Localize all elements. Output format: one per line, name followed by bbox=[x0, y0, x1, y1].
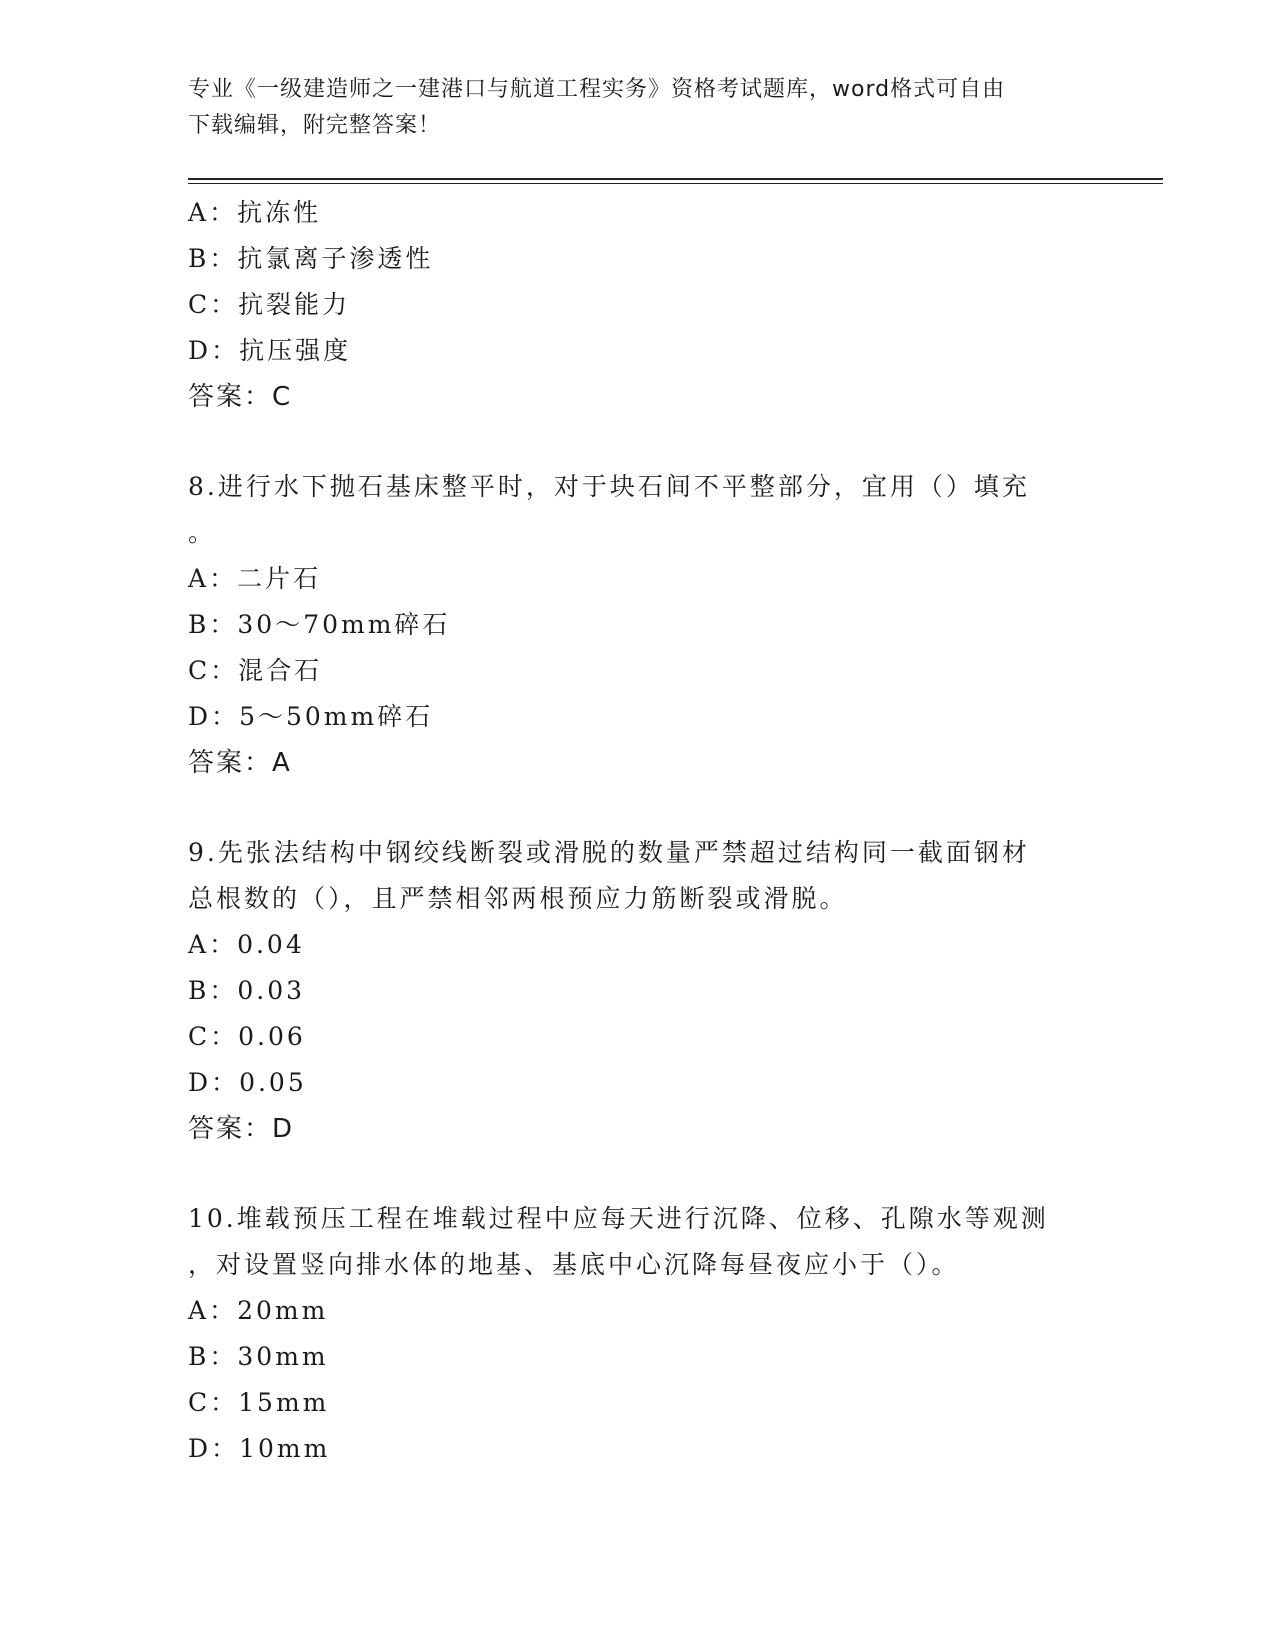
option-text: 30～70mm碎石 bbox=[237, 610, 451, 639]
option-letter: A bbox=[188, 198, 210, 227]
question-stem-line-1: 8.进行水下抛石基床整平时，对于块石间不平整部分，宜用（）填充 bbox=[188, 472, 1030, 501]
option-letter: D bbox=[188, 1434, 212, 1463]
option-c bbox=[188, 1014, 1088, 1060]
header-line-1: 专业《一级建造师之一建港口与航道工程实务》资格考试题库，word格式可自由 bbox=[188, 77, 1006, 102]
option-letter: A bbox=[188, 930, 210, 959]
option-letter: A bbox=[188, 1296, 210, 1325]
option-separator: ： bbox=[209, 610, 238, 639]
option-text: 15mm bbox=[238, 1388, 330, 1417]
option-letter: A bbox=[188, 564, 210, 593]
option-text: 0.03 bbox=[237, 976, 306, 1005]
option-d bbox=[188, 1426, 1088, 1472]
option-a bbox=[188, 190, 1088, 236]
question-spacer bbox=[188, 786, 1088, 830]
option-text: 20mm bbox=[237, 1296, 329, 1325]
option-separator: ： bbox=[209, 564, 238, 593]
question-stem-line-2: 。 bbox=[188, 518, 217, 547]
option-letter: B bbox=[188, 244, 210, 273]
option-separator: ： bbox=[209, 244, 238, 273]
option-letter: B bbox=[188, 610, 210, 639]
option-b bbox=[188, 1334, 1088, 1380]
option-text: 抗裂能力 bbox=[238, 290, 351, 319]
question-10 bbox=[188, 1196, 1088, 1472]
option-d bbox=[188, 1060, 1088, 1106]
option-text: 5～50mm碎石 bbox=[239, 702, 434, 731]
question-9 bbox=[188, 830, 1088, 1152]
option-separator: ： bbox=[209, 976, 238, 1005]
option-separator: ： bbox=[209, 1342, 238, 1371]
question-list bbox=[188, 190, 1088, 1472]
option-letter: D bbox=[188, 1068, 212, 1097]
option-text: 0.05 bbox=[239, 1068, 307, 1097]
option-letter: C bbox=[188, 656, 211, 685]
option-separator: ： bbox=[211, 702, 240, 731]
option-text: 30mm bbox=[237, 1342, 329, 1371]
question-7 bbox=[188, 190, 1088, 420]
option-a bbox=[188, 556, 1088, 602]
option-a bbox=[188, 1288, 1088, 1334]
question-spacer bbox=[188, 420, 1088, 464]
option-d bbox=[188, 694, 1088, 740]
option-separator: ： bbox=[210, 1022, 239, 1051]
option-d bbox=[188, 328, 1088, 374]
header-divider-thick bbox=[188, 178, 1163, 180]
option-separator: ： bbox=[210, 290, 239, 319]
answer-line: 答案：C bbox=[188, 382, 293, 412]
answer-line: 答案：D bbox=[188, 1114, 295, 1144]
option-separator: ： bbox=[209, 930, 238, 959]
option-separator: ： bbox=[210, 656, 239, 685]
option-separator: ： bbox=[211, 1434, 240, 1463]
option-separator: ： bbox=[209, 1296, 238, 1325]
option-letter: C bbox=[188, 1022, 211, 1051]
option-separator: ： bbox=[211, 336, 240, 365]
option-text: 0.04 bbox=[237, 930, 305, 959]
option-separator: ： bbox=[211, 1068, 240, 1097]
question-stem-line-2: ，对设置竖向排水体的地基、基底中心沉降每昼夜应小于（）。 bbox=[188, 1250, 960, 1279]
option-text: 10mm bbox=[239, 1434, 331, 1463]
header-line-2: 下载编辑，附完整答案！ bbox=[188, 113, 442, 138]
header-divider-thin bbox=[188, 183, 1163, 184]
option-letter: C bbox=[188, 1388, 211, 1417]
question-8 bbox=[188, 464, 1088, 786]
option-b bbox=[188, 968, 1088, 1014]
option-c bbox=[188, 282, 1088, 328]
option-letter: B bbox=[188, 1342, 210, 1371]
option-text: 抗压强度 bbox=[239, 336, 352, 365]
option-letter: B bbox=[188, 976, 210, 1005]
question-stem-line-1: 10.堆载预压工程在堆载过程中应每天进行沉降、位移、孔隙水等观测 bbox=[188, 1204, 1049, 1233]
option-c bbox=[188, 648, 1088, 694]
option-b bbox=[188, 602, 1088, 648]
option-text: 抗冻性 bbox=[237, 198, 322, 227]
option-c bbox=[188, 1380, 1088, 1426]
document-header bbox=[188, 72, 1068, 144]
option-text: 二片石 bbox=[237, 564, 322, 593]
option-a bbox=[188, 922, 1088, 968]
option-letter: D bbox=[188, 336, 212, 365]
option-text: 抗氯离子渗透性 bbox=[237, 244, 434, 273]
option-letter: D bbox=[188, 702, 212, 731]
answer-line: 答案：A bbox=[188, 748, 292, 778]
question-stem-line-2: 总根数的（），且严禁相邻两根预应力筋断裂或滑脱。 bbox=[188, 884, 848, 913]
option-separator: ： bbox=[210, 1388, 239, 1417]
option-text: 混合石 bbox=[238, 656, 323, 685]
question-spacer bbox=[188, 1152, 1088, 1196]
question-stem-line-1: 9.先张法结构中钢绞线断裂或滑脱的数量严禁超过结构同一截面钢材 bbox=[188, 838, 1030, 867]
option-separator: ： bbox=[209, 198, 238, 227]
option-b bbox=[188, 236, 1088, 282]
option-letter: C bbox=[188, 290, 211, 319]
option-text: 0.06 bbox=[238, 1022, 306, 1051]
